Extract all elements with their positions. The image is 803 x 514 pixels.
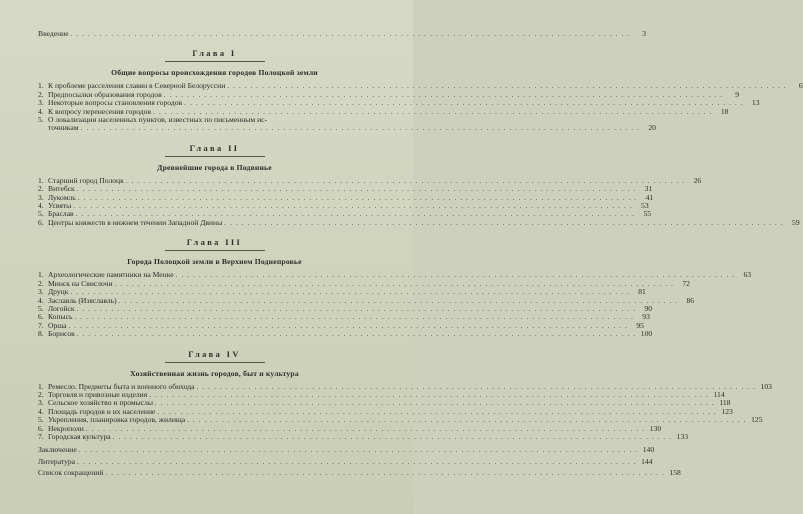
toc-entry-wrapped: [38, 115, 656, 133]
entry-number: 3.: [38, 192, 44, 202]
leader-dots: [224, 219, 783, 227]
entry-number: 4.: [38, 201, 44, 211]
entry-page: 86: [686, 295, 695, 305]
entry-title: К вопросу перенесения городов: [48, 106, 152, 116]
entry-title: Некоторые вопросы становления городов: [48, 98, 183, 108]
chapter-subtitle: Города Полоцкой земли в Верхнем Поднепровье: [127, 257, 302, 267]
toc-entry-intro: [38, 29, 647, 38]
entry-page: 133: [676, 431, 689, 441]
entry-number: 6.: [38, 423, 44, 433]
entry-number: 7.: [38, 320, 44, 330]
entry-page: 123: [721, 406, 733, 416]
entry-page: 114: [713, 389, 725, 399]
entry-number: 6.: [38, 312, 44, 322]
entry-number: 1.: [38, 381, 44, 391]
entry-page: 41: [645, 192, 654, 202]
entry-number: 5.: [38, 415, 44, 425]
leader-dots: [105, 469, 664, 477]
entry-title: Заключение: [38, 445, 77, 455]
entry-number: 3.: [38, 398, 44, 408]
entry-page: 144: [641, 456, 653, 466]
entry-page: 63: [743, 270, 752, 280]
entry-title: Логойск: [48, 303, 75, 313]
entry-page: 81: [638, 287, 646, 297]
entry-number: 1.: [38, 270, 44, 280]
entry-page: 140: [642, 445, 655, 455]
entry-page: 18: [720, 106, 729, 116]
entry-page: 93: [642, 312, 650, 322]
entry-title: Лукомль: [48, 192, 76, 202]
entry-number: 1.: [38, 81, 44, 91]
entry-title-line1: О локализации населенных пунктов, известных по письменным ис-: [48, 115, 268, 125]
divider: [165, 156, 265, 157]
entry-title: Борисов: [48, 329, 75, 339]
entry-page: 59: [792, 217, 800, 227]
entry-number: 4.: [38, 406, 44, 416]
entry-title: Друцк: [48, 287, 69, 297]
entry-number: 5.: [38, 209, 44, 219]
chapter-heading: Глава IV: [188, 349, 241, 359]
entry-page: 95: [636, 320, 644, 330]
entry-title: Площадь городов и их население: [48, 406, 156, 416]
entry-title: К проблеме расселения славян в Северной Белоруссии: [48, 81, 226, 91]
entry-number: 2.: [38, 389, 44, 399]
entry-page: 103: [760, 381, 772, 391]
entry-number: 3.: [38, 287, 44, 297]
divider: [165, 362, 265, 363]
divider: [165, 250, 265, 251]
entry-title: Некрополи: [48, 423, 84, 433]
entry-title: Центры княжеств в нижнем течении Западной Двины: [48, 217, 223, 227]
entry-title: Ремесло. Предметы быта и военного обихода: [48, 381, 195, 391]
entry-number: 4.: [38, 106, 44, 116]
entry-number: 5.: [38, 115, 44, 125]
entry-title: Литература: [38, 456, 76, 466]
entry-title: Городская культура: [48, 431, 111, 441]
entry-title: Заславль (Изяславль): [48, 295, 117, 305]
toc-entry: [38, 329, 653, 339]
chapter-subtitle: Общие вопросы происхождения городов Полоцкой земли: [111, 68, 318, 78]
toc-entry: [38, 431, 689, 441]
entry-page: 13: [751, 98, 760, 108]
entry-title: Усвяты: [48, 201, 72, 211]
entry-page: 118: [719, 398, 731, 408]
leader-dots: [113, 433, 672, 441]
chapter-heading: Глава I: [192, 49, 237, 59]
entry-page: 53: [641, 201, 649, 211]
entry-number: 1.: [38, 175, 44, 185]
toc-entry: [38, 217, 800, 227]
entry-page: 3: [642, 29, 647, 38]
entry-number: 3.: [38, 98, 44, 108]
entry-title: Археологические памятники на Менке: [48, 270, 174, 280]
entry-number: 2.: [38, 184, 44, 194]
toc-entry-abbreviations: [38, 468, 681, 478]
entry-page: 130: [649, 423, 662, 433]
entry-title: Сельское хозяйство и промыслы: [48, 398, 154, 408]
chapter-heading: Глава II: [189, 143, 240, 153]
entry-page: 31: [644, 184, 653, 194]
entry-number: 2.: [38, 89, 44, 99]
leader-dots: [81, 124, 640, 132]
entry-title: Копысь: [48, 312, 73, 322]
divider: [165, 61, 265, 62]
leader-dots: [79, 446, 638, 454]
toc-entry-conclusion: [38, 445, 655, 455]
entry-page: 100: [640, 329, 653, 339]
entry-page: 6: [798, 81, 803, 91]
leader-dots: [71, 30, 630, 38]
entry-title: Введение: [38, 29, 69, 38]
entry-page: 158: [669, 468, 681, 478]
entry-title: Укрепления, планировка городов, жилища: [48, 415, 186, 425]
entry-page: 72: [682, 278, 690, 288]
entry-page: 90: [644, 303, 653, 313]
leader-dots: [77, 458, 636, 466]
chapter-subtitle: Хозяйственная жизнь городов, быт и культура: [130, 368, 299, 378]
entry-number: 6.: [38, 217, 44, 227]
leader-dots: [77, 330, 636, 338]
entry-number: 5.: [38, 303, 44, 313]
entry-number: 7.: [38, 431, 44, 441]
entry-title: Список сокращений: [38, 468, 104, 478]
entry-page: 9: [735, 89, 740, 99]
entry-page: 55: [643, 209, 652, 219]
entry-title-line2: точникам: [48, 123, 79, 133]
entry-number: 2.: [38, 278, 44, 288]
entry-title: Орша: [48, 320, 67, 330]
entry-title: Старший город Полоцк: [48, 175, 124, 185]
entry-number: 4.: [38, 295, 44, 305]
entry-title: Браслав: [48, 209, 74, 219]
entry-page: 26: [693, 175, 702, 185]
entry-title: Предпосылки образования городов: [48, 89, 162, 99]
chapter-subtitle: Древнейшие города в Подвинье: [157, 162, 272, 172]
chapter-heading: Глава III: [186, 238, 243, 248]
entry-number: 8.: [38, 329, 44, 339]
entry-page: 20: [648, 123, 656, 133]
toc-entry-literature: [38, 456, 653, 466]
entry-page: 125: [751, 415, 763, 425]
entry-title: Торговля и привозные изделия: [48, 389, 148, 399]
entry-title: Витебск: [48, 184, 75, 194]
entry-title: Минск на Свислочи: [48, 278, 113, 288]
